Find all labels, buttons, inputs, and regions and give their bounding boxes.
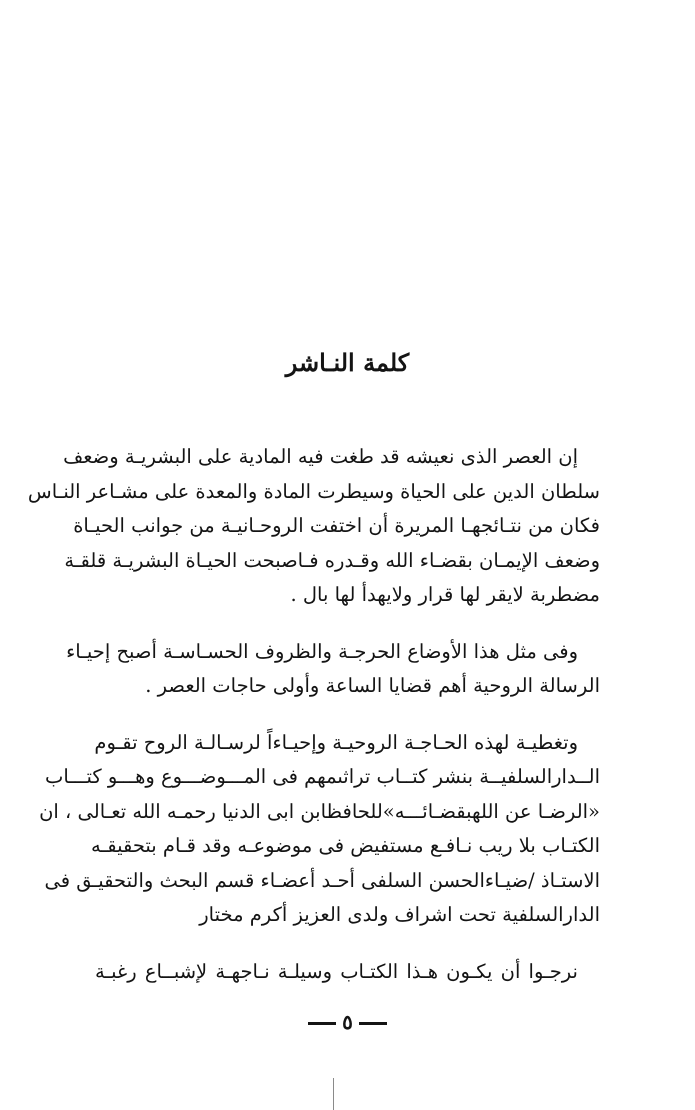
page-number-dash-left <box>308 1022 336 1025</box>
text-line: «الرضـا عن اللهبقضـائـــه»للحافظابن ابى الدنيا رحمـه الله تعـالى ، ان <box>39 799 600 823</box>
text-line: فكان من نتـائجهـا المريرة أن اختفت الروحـانيـة من جوانب الحيـاة <box>73 514 600 537</box>
body-text <box>27 440 600 989</box>
text-line: الاستـاذ /ضيـاءالحسن السلفى أحـد أعضـاء قسم البحث والتحقيـق فى <box>44 868 600 892</box>
page-number <box>0 1010 695 1034</box>
binding-gutter-line <box>333 1078 334 1110</box>
text-line: وفى مثل هذا الأوضاع الحرجـة والظروف الحسـاسـة أصبح إحيـاء <box>66 639 578 663</box>
paragraph-2 <box>66 635 600 704</box>
text-line: سلطان الدين على الحياة وسيطرت المادة والمعدة على مشـاعر النـاس <box>27 479 600 503</box>
text-line: نرجـوا أن يكـون هـذا الكتـاب وسيلـة نـاجهـة لإشبــاع رغبـة <box>95 959 578 983</box>
text-line: الكتـاب بلا ريب نـافـع مستفيض فى موضوعـه وقد قـام بتحقيقـه <box>91 834 600 857</box>
text-line: مضطربة لايقر لها قرار ولايهدأ لها بال . <box>290 583 600 606</box>
page-title: كلمة النـاشر <box>285 348 410 377</box>
paragraph-1 <box>27 440 600 613</box>
text-line: إن العصر الذى نعيشه قد طغت فيه المادية على البشريـة وضعف <box>63 445 578 468</box>
paragraph-4 <box>95 955 600 990</box>
text-line: الــدارالسلفيــة بنشر كتــاب تراثىمهم فى المـــوضـــوع وهـــو كتـــاب <box>45 765 600 788</box>
page-number-dash-right <box>359 1022 387 1025</box>
text-line: وضعف الإيمـان بقضـاء الله وقـدره فـاصبحت الحيـاة البشريـة قلقـة <box>64 548 600 572</box>
text-line: الرسالة الروحية أهم قضايا الساعة وأولى حاجات العصر . <box>145 674 600 697</box>
text-line: وتغطيـة لهذه الحـاجـة الروحيـة وإحيـاءاً لرسـالـة الروح تقـوم <box>94 730 578 754</box>
paragraph-3 <box>39 726 600 933</box>
page-number-value: ٥ <box>342 1010 353 1034</box>
text-line: الدارالسلفية تحت اشراف ولدى العزيز أكرم مختار <box>199 903 600 926</box>
